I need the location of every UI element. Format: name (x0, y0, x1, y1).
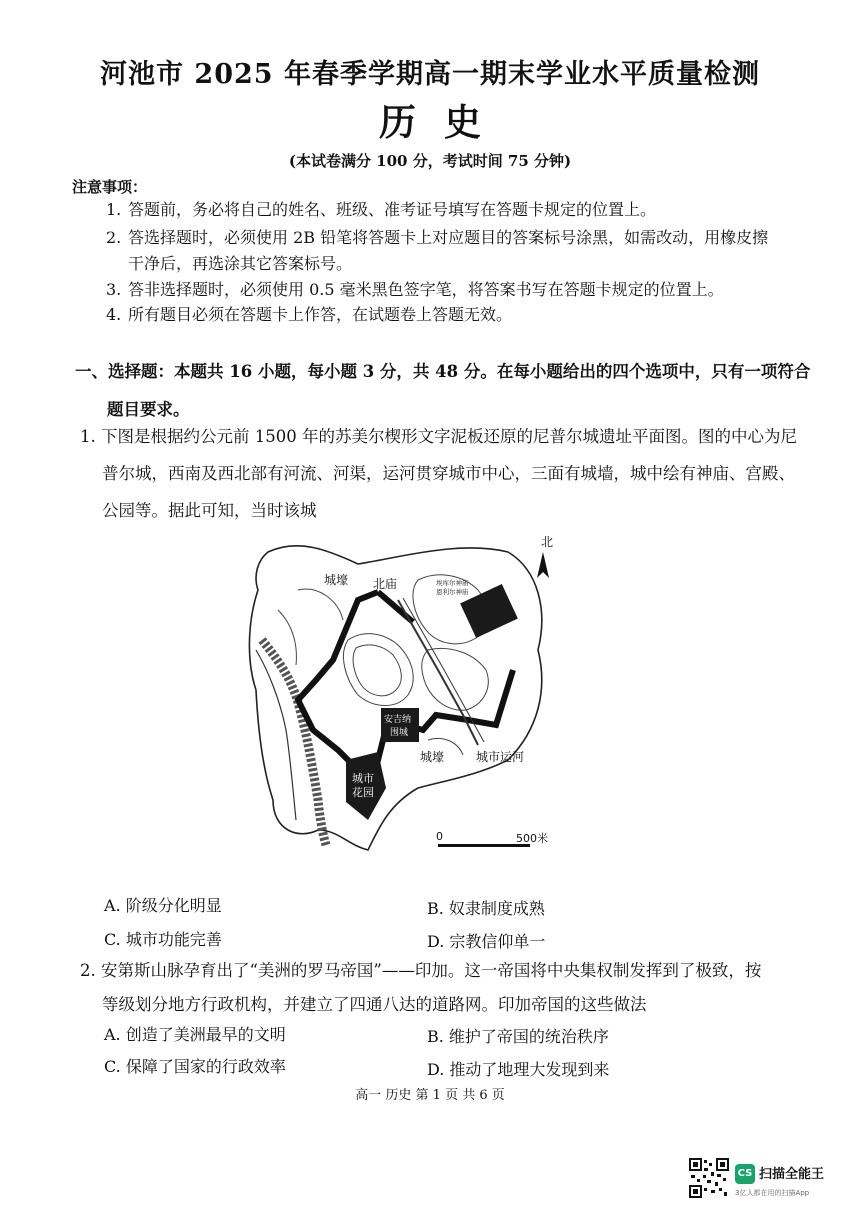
wall-label-s: 城壕 (420, 750, 445, 764)
q2-option-d: D. 推动了地理大发现到来 (427, 1060, 610, 1079)
notice-item: 3. 答非选择题时，必须使用 0.5 毫米黑色签字笔，将答案书写在答题卡规定的位置上。 (106, 280, 724, 299)
notice-item: 2. 答选择题时，必须使用 2B 铅笔将答题卡上对应题目的答案标号涂黑，如需改动，用橡皮擦 (106, 228, 769, 247)
north-label: 北 (541, 535, 554, 549)
q1-option-c: C. 城市功能完善 (104, 930, 222, 949)
subject-title: 历史 (379, 100, 509, 144)
qr-code-icon (689, 1158, 729, 1198)
scanner-tagline: 3亿人都在用的扫描App (735, 1189, 810, 1197)
garden-label-2: 花园 (352, 786, 374, 799)
notice-item: 4. 所有题目必须在答题卡上作答，在试题卷上答题无效。 (106, 305, 513, 324)
notice-heading: 注意事项： (72, 178, 148, 196)
enclosure-label-2: 围城 (390, 728, 409, 738)
map-figure (238, 530, 568, 860)
notice-item: 1. 答题前，务必将自己的姓名、班级、准考证号填写在答题卡规定的位置上。 (106, 200, 657, 219)
page-footer: 高一 历史 第 1 页 共 6 页 (355, 1088, 505, 1103)
scale-start-label: 0 (436, 830, 443, 843)
scanner-app-name: 扫描全能王 (759, 1167, 825, 1182)
exam-title: 河池市 2025 年春季学期高一期末学业水平质量检测 (100, 59, 760, 90)
q2-option-c: C. 保障了国家的行政效率 (104, 1057, 286, 1076)
wall-label-nw: 城壕 (324, 573, 349, 587)
q1-option-b: B. 奴隶制度成熟 (427, 899, 545, 918)
q1-option-a: A. 阶级分化明显 (104, 896, 222, 915)
enclosure-label: 安吉纳 (384, 715, 412, 725)
nippur-map (238, 530, 568, 860)
q1-option-d: D. 宗教信仰单一 (427, 932, 546, 951)
q2-option-a: A. 创造了美洲最早的文明 (104, 1025, 286, 1044)
canal-label: 城市运河 (476, 750, 525, 764)
notice-item: 干净后，再选涂其它答案标号。 (128, 254, 353, 273)
question-2-stem: 2. 安第斯山脉孕育出了“美洲的罗马帝国”——印加。这一帝国将中央集权制发挥到了极致，按 等级划分地方行政机构，并建立了四通八达的道路网。印加帝国的这些做法 (80, 961, 762, 1014)
question-1-stem: 1. 下图是根据约公元前 1500 年的苏美尔楔形文字泥板还原的尼普尔城遗址平面图。图的中心为尼 普尔城，西南及西北部有河流、河渠，运河贯穿城市中心，三面有城墙，城中绘有神庙、宫殿、 公园等。据此可知，当时该城 (80, 427, 797, 520)
q2-option-b: B. 维护了帝国的统治秩序 (427, 1027, 609, 1046)
temple-label-1: 埃库尔神庙 (436, 579, 469, 587)
cs-logo: CS (735, 1164, 755, 1184)
scale-end-label: 500米 (516, 832, 548, 845)
north-arrow-icon (537, 552, 549, 578)
temple-label-2: 恩利尔神庙 (436, 588, 469, 596)
exam-note: (本试卷满分 100 分，考试时间 75 分钟) (288, 152, 572, 170)
section-heading: 一、选择题：本题共 16 小题，每小题 3 分，共 48 分。在每小题给出的四个选项中，只有一项符合 题目要求。 (75, 362, 811, 419)
scanner-watermark (689, 1158, 829, 1204)
north-temple-label: 北庙 (373, 577, 398, 591)
garden-label: 城市 (352, 772, 374, 785)
